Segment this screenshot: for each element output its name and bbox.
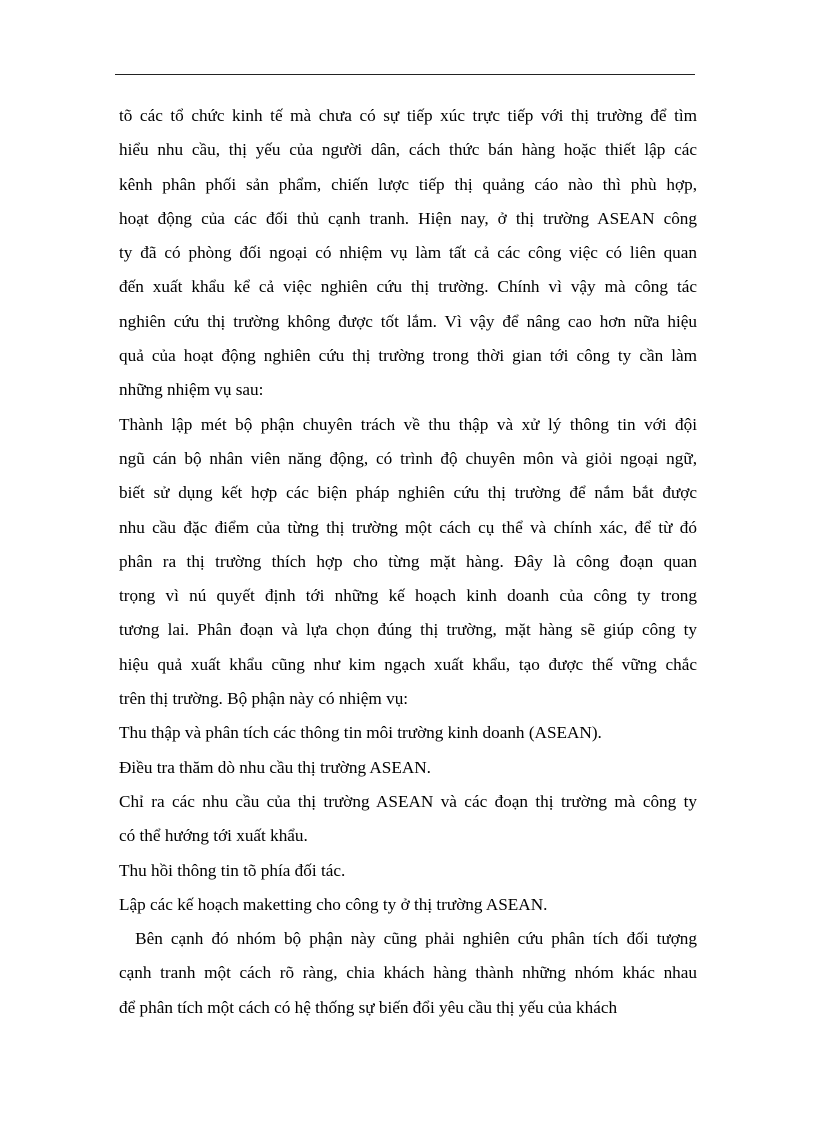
paragraph-line: Bên cạnh đó nhóm bộ phận này cũng phải nghiên cứu phân tích đối tượng xyxy=(119,929,697,949)
paragraph-line: kênh phân phối sản phẩm, chiến lược tiếp thị quảng cáo nào thì phù hợp, xyxy=(119,174,697,194)
paragraph-line: nghiên cứu thị trường không được tốt lắm. Vì vậy để nâng cao hơn nữa hiệu xyxy=(119,311,697,331)
paragraph-line: Thành lập mét bộ phận chuyên trách về thu thập và xử lý thông tin với đội xyxy=(119,414,697,434)
paragraph-line: quả của hoạt động nghiên cứu thị trường trong thời gian tới công ty cần làm xyxy=(119,346,697,366)
paragraph-line: Thu thập và phân tích các thông tin môi trường kinh doanh (ASEAN). xyxy=(119,723,602,743)
header-rule xyxy=(115,74,695,75)
paragraph-line: hiệu quả xuất khẩu cũng như kim ngạch xuất khẩu, tạo được thế vững chắc xyxy=(119,654,697,674)
paragraph-line: hoạt động của các đối thủ cạnh tranh. Hiện nay, ở thị trường ASEAN công xyxy=(119,208,697,228)
paragraph-line: đến xuất khẩu kể cả việc nghiên cứu thị trường. Chính vì vậy mà công tác xyxy=(119,277,697,297)
paragraph-line: phân ra thị trường thích hợp cho từng mặt hàng. Đây là công đoạn quan xyxy=(119,551,697,571)
paragraph-line: trọng vì nú quyết định tới những kế hoạch kinh doanh của công ty trong xyxy=(119,586,697,606)
paragraph-line: biết sử dụng kết hợp các biện pháp nghiên cứu thị trường để nắm bắt được xyxy=(119,483,697,503)
paragraph-line: Lập các kế hoạch maketting cho công ty ở thị trường ASEAN. xyxy=(119,894,548,914)
paragraph-line: tõ các tổ chức kinh tế mà chưa có sự tiếp xúc trực tiếp với thị trường để tìm xyxy=(119,106,697,125)
document-body xyxy=(119,99,697,1025)
paragraph-line: có thể hướng tới xuất khẩu. xyxy=(119,826,308,846)
paragraph-line: những nhiệm vụ sau: xyxy=(119,380,264,400)
paragraph-line: ngũ cán bộ nhân viên năng động, có trình độ chuyên môn và giỏi ngoại ngữ, xyxy=(119,448,697,468)
paragraph-line: Chỉ ra các nhu cầu của thị trường ASEAN và các đoạn thị trường mà công ty xyxy=(119,791,697,811)
paragraph-line: Điều tra thăm dò nhu cầu thị trường ASEAN. xyxy=(119,757,431,777)
paragraph-line: trên thị trường. Bộ phận này có nhiệm vụ: xyxy=(119,689,409,709)
paragraph-line: tương lai. Phân đoạn và lựa chọn đúng thị trường, mặt hàng sẽ giúp công ty xyxy=(119,620,697,640)
paragraph-line: hiểu nhu cầu, thị yếu của người dân, cách thức bán hàng hoặc thiết lập các xyxy=(119,140,697,160)
paragraph-line: để phân tích một cách có hệ thống sự biến đổi yêu cầu thị yếu của khách xyxy=(119,997,618,1017)
paragraph-line: nhu cầu đặc điểm của từng thị trường một cách cụ thể và chính xác, để từ đó xyxy=(119,517,697,537)
paragraph-line: Thu hồi thông tin tõ phía đối tác. xyxy=(119,860,346,880)
paragraph-line: ty đã có phòng đối ngoại có nhiệm vụ làm tất cả các công việc có liên quan xyxy=(119,243,697,263)
paragraph-line: cạnh tranh một cách rõ ràng, chia khách hàng thành những nhóm khác nhau xyxy=(119,963,697,983)
